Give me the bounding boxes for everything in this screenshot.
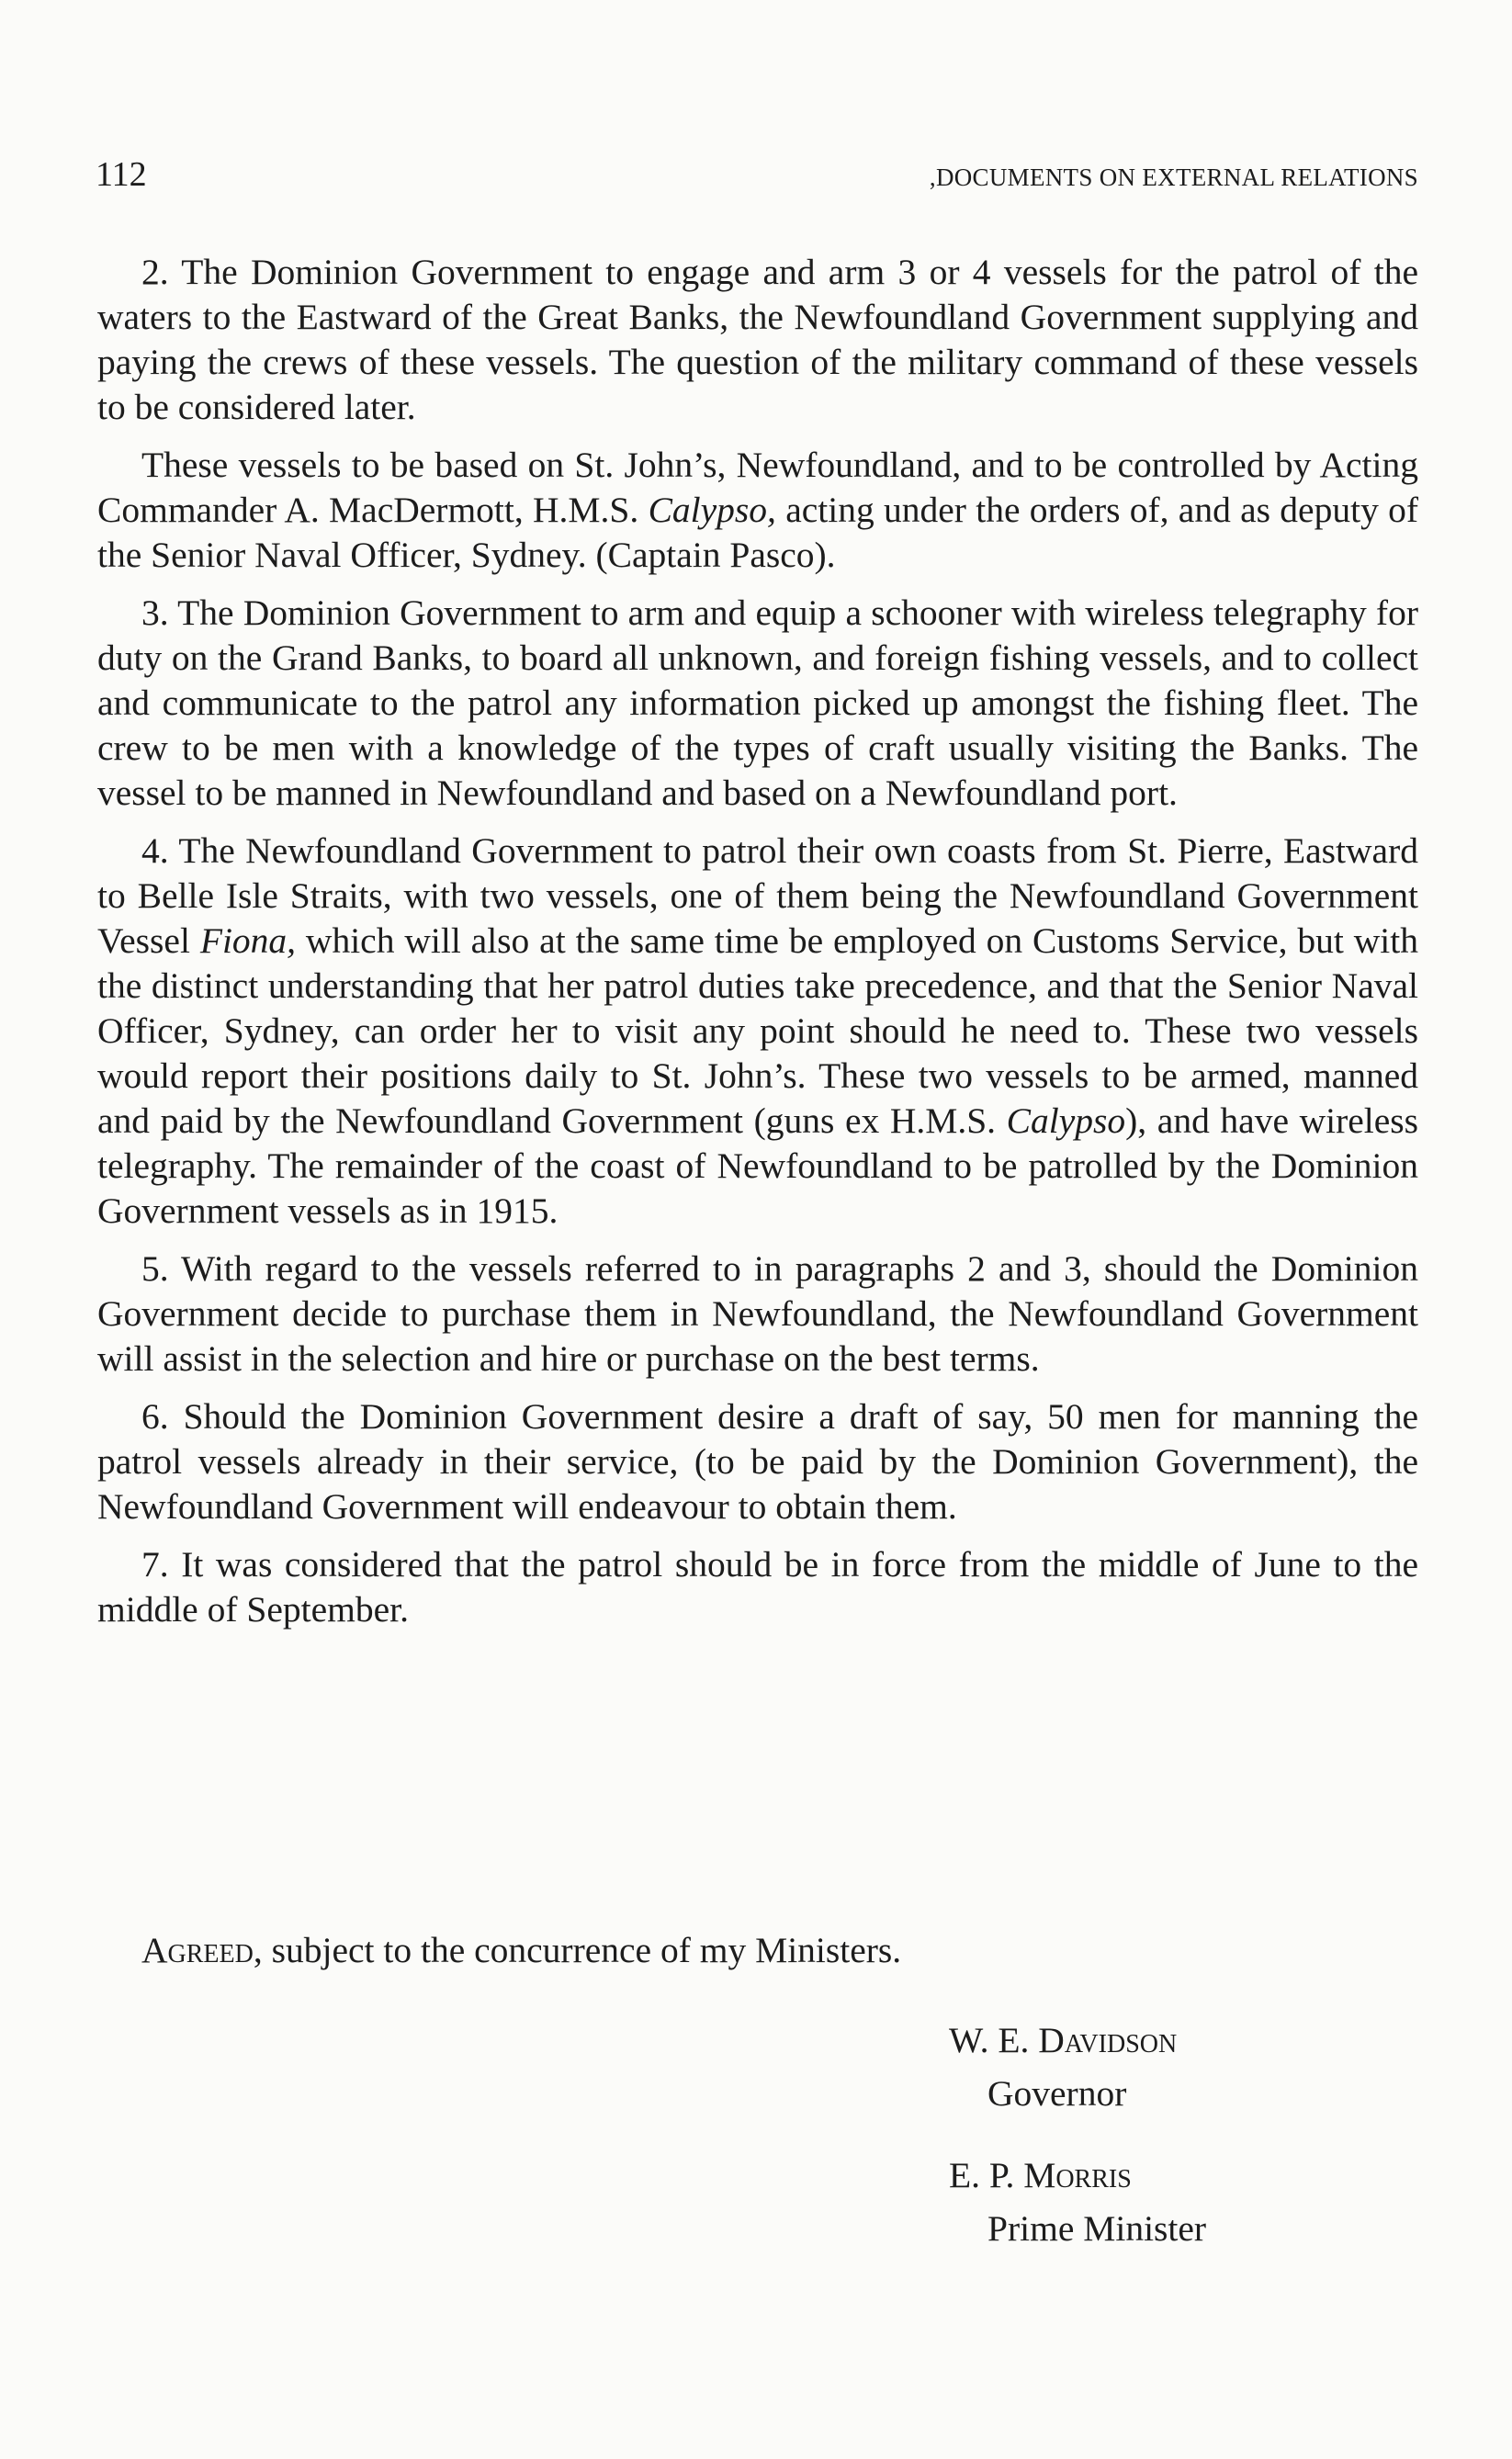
signatory-name: W. E. Davidson (949, 2020, 1178, 2060)
ship-name: Calypso, (648, 490, 776, 530)
paragraph-5: 5. With regard to the vessels referred to in paragraphs 2 and 3, should the Dominion Government decide to purchase them in Newfoundland, the Newfoundland Government will assist in the selection and hire or purchase on the best terms. (97, 1248, 1418, 1379)
signatory-name: E. P. Morris (949, 2155, 1132, 2195)
page-header (96, 154, 1418, 209)
paragraph-2: 2. The Dominion Government to engage and arm 3 or 4 vessels for the patrol of the waters to the Eastward of the Great Banks, the Newfoundland Government supplying and paying the crews of these vessels. The question of the military command of these vessels to be considered later. (97, 252, 1418, 427)
signature-block-prime-minister (949, 2149, 1206, 2255)
page-number: 112 (96, 155, 147, 194)
running-head: ,DOCUMENTS ON EXTERNAL RELATIONS (929, 164, 1418, 191)
ship-name: Calypso (1006, 1100, 1126, 1141)
paragraph-7: 7. It was considered that the patrol should be in force from the middle of June to the middle of September. (97, 1544, 1418, 1630)
ship-name: Fiona, (199, 920, 297, 961)
agreed-label: Agreed, (141, 1930, 263, 1970)
paragraph-3: 3. The Dominion Government to arm and equip a schooner with wireless telegraphy for duty on the Grand Banks, to board all unknown, and foreign fishing vessels, and to collect and communicate to the patrol any information picked up amongst the fishing fleet. The crew to be men with a knowledge of the types of craft usually visiting the Banks. The vessel to be manned in Newfoundland and based on a Newfoundland port. (97, 592, 1418, 813)
signature-block-governor (949, 2013, 1177, 2120)
paragraph-4: 4. The Newfoundland Government to patrol their own coasts from St. Pierre, Eastward to Belle Isle Straits, with two vessels, one of them being the Newfoundland Government Vessel Fiona, which will also at the same time be employed on Customs Service, but with the distinct understanding that her patrol duties take precedence, and that the Senior Naval Officer, Sydney, can order her to visit any point should he need to. These two vessels would report their positions daily to St. John’s. These two vessels to be armed, manned and paid by the Newfoundland Government (guns ex H.M.S. Calypso), and have wireless telegraphy. The remainder of the coast of Newfoundland to be patrolled by the Dominion Government vessels as in 1915. (97, 830, 1419, 1231)
agreement-line: Agreed, subject to the concurrence of my Ministers. (141, 1930, 902, 1970)
paragraph-6: 6. Should the Dominion Government desire a draft of say, 50 men for manning the patrol vessels already in their service, (to be paid by the Dominion Government), the Newfoundland Government will endeavour to obtain them. (97, 1396, 1418, 1527)
signatory-title: Governor (987, 2073, 1127, 2114)
document-body (97, 250, 1418, 1645)
signatory-title: Prime Minister (987, 2208, 1207, 2249)
paragraph-vessel-base: These vessels to be based on St. John’s, Newfoundland, and to be controlled by Acting Commander A. MacDermott, H.M.S. Calypso, acting under the orders of, and as deputy of the Senior Naval Officer, Sydney. (Captain Pasco). (97, 445, 1419, 575)
